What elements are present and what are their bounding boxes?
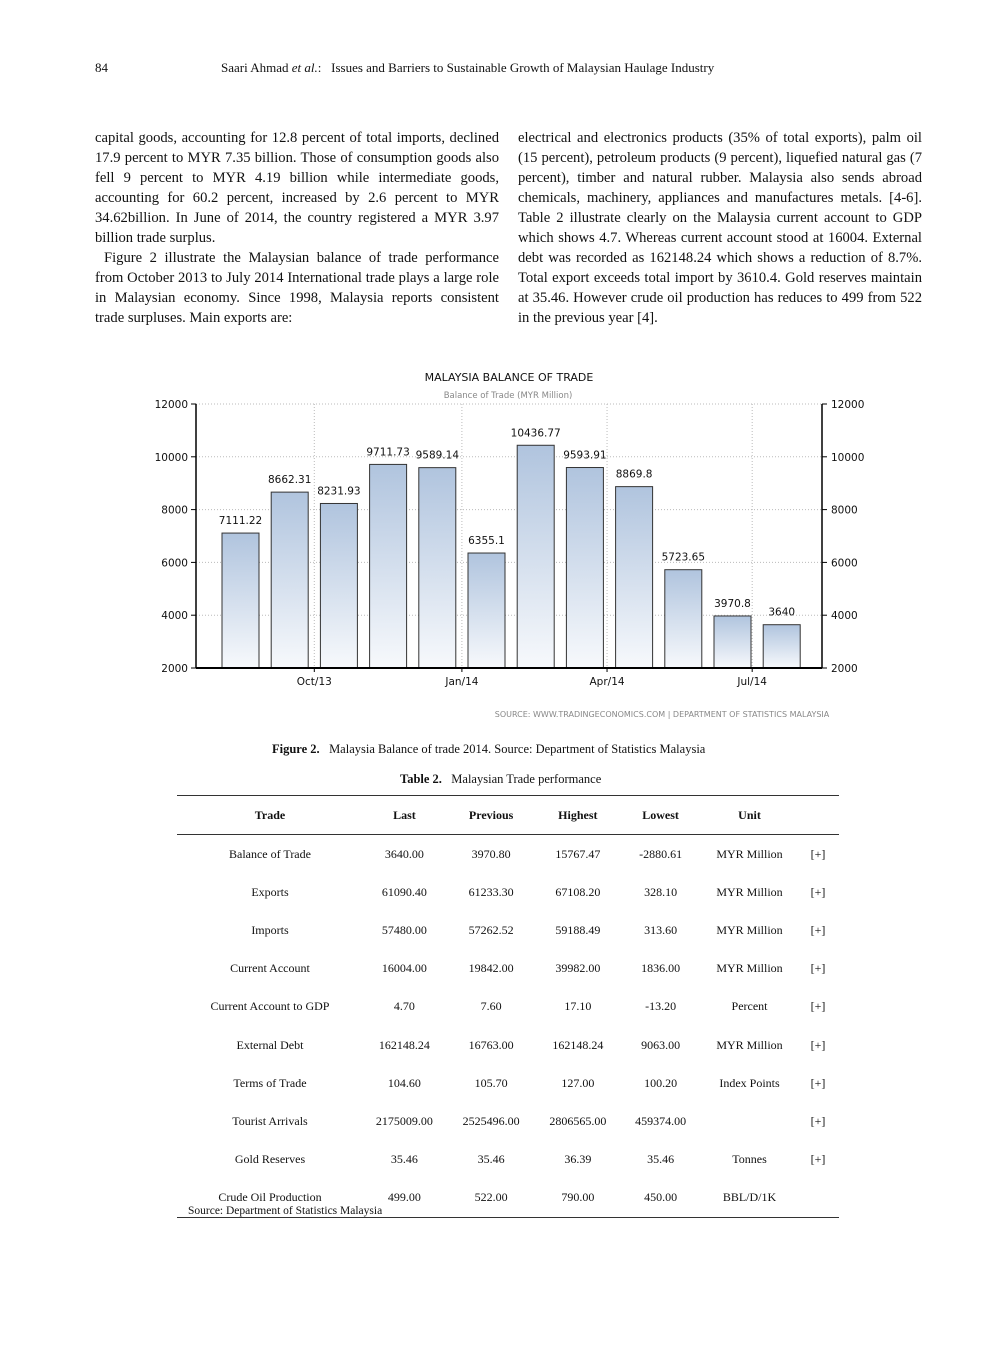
table-cell: Current Account to GDP: [210, 999, 330, 1014]
x-tick-label: Jan/14: [445, 676, 479, 688]
x-tick-label: Jul/14: [737, 676, 767, 688]
expand-link[interactable]: [+]: [810, 884, 826, 899]
figure-caption: [272, 742, 705, 757]
header-title: Issues and Barriers to Sustainable Growth of Malaysian Haulage Industry: [331, 60, 715, 75]
table-cell: 522.00: [446, 1179, 537, 1218]
bar: [714, 616, 751, 668]
table-cell: 35.46: [477, 1152, 505, 1167]
table-cell: [702, 1102, 797, 1140]
bar: [616, 487, 653, 668]
table-cell: 499.00: [363, 1179, 446, 1218]
y-tick-label-left: 6000: [161, 557, 188, 570]
bar-value-label: 3640: [768, 606, 796, 619]
expand-link: [797, 1179, 839, 1218]
table-cell: 19842.00: [468, 961, 514, 976]
table-cell: 15767.47: [555, 846, 601, 861]
bar: [665, 570, 702, 668]
table-cell: MYR Million: [716, 961, 783, 976]
table-row: [177, 873, 839, 911]
table-row: [177, 950, 839, 988]
column-header: Previous: [446, 796, 537, 835]
table-cell: Exports: [251, 884, 289, 899]
table-cell: 61090.40: [381, 884, 427, 899]
bar: [222, 533, 259, 668]
table-cell: Imports: [251, 922, 289, 937]
trade-performance-table: [177, 795, 839, 1218]
table-cell: 2806565.00: [549, 1113, 607, 1128]
table-cell: 2525496.00: [462, 1113, 520, 1128]
y-tick-label-right: 4000: [831, 610, 858, 623]
table-cell: 35.46: [390, 1152, 418, 1167]
y-tick-label-left: 4000: [161, 610, 188, 623]
bar-value-label: 10436.77: [510, 427, 561, 440]
chart-source: SOURCE: WWW.TRADINGECONOMICS.COM | DEPARTMENT OF STATISTICS MALAYSIA: [494, 710, 830, 719]
table-cell: 162148.24: [378, 1037, 430, 1052]
table-cell: Gold Reserves: [234, 1152, 306, 1167]
table-cell: Tourist Arrivals: [232, 1113, 308, 1128]
table-cell: 57480.00: [381, 922, 427, 937]
table-cell: MYR Million: [716, 922, 783, 937]
table-source: Source: Department of Statistics Malaysia: [188, 1205, 383, 1217]
figure-caption-text: Malaysia Balance of trade 2014. Source: Department of Statistics Malaysia: [329, 742, 706, 756]
table-cell: 17.10: [564, 999, 592, 1014]
table-row: [177, 1102, 839, 1140]
bar-value-label: 9711.73: [366, 446, 410, 459]
table-row: [177, 835, 839, 874]
table-caption: [400, 772, 601, 787]
expand-link[interactable]: [+]: [810, 1113, 826, 1128]
table-cell: 328.10: [644, 884, 678, 899]
expand-link[interactable]: [+]: [810, 961, 826, 976]
header-authors: Saari Ahmad: [221, 60, 289, 75]
table-cell: 35.46: [647, 1152, 675, 1167]
bar: [419, 468, 456, 668]
table-cell: 16763.00: [468, 1037, 514, 1052]
y-tick-label-left: 2000: [161, 663, 188, 675]
paragraph: Figure 2 illustrate the Malaysian balance of trade performance from October 2013 to July 2014 International trade plays a large role in Malaysian economy. Since 1998, Malaysia reports consistent trade surpluses. Main exports are:: [95, 250, 499, 326]
bar: [517, 445, 554, 668]
table-cell: 313.60: [644, 922, 678, 937]
table-cell: 16004.00: [381, 961, 427, 976]
header-colon: :: [317, 60, 322, 75]
y-tick-label-right: 10000: [831, 451, 865, 464]
expand-link[interactable]: [+]: [810, 922, 826, 937]
table-cell: 57262.52: [468, 922, 514, 937]
table-cell: 1836.00: [641, 961, 681, 976]
y-tick-label-left: 12000: [154, 399, 188, 411]
chart-title: MALAYSIA BALANCE OF TRADE: [424, 371, 594, 384]
table-row: [177, 1064, 839, 1102]
expand-link[interactable]: [+]: [810, 1075, 826, 1090]
table-cell: 59188.49: [555, 922, 601, 937]
table-cell: 61233.30: [468, 884, 514, 899]
page-number: 84: [95, 60, 108, 75]
bar: [468, 553, 505, 668]
column-header: [797, 796, 839, 835]
table-cell: -13.20: [645, 999, 677, 1014]
y-tick-label-right: 6000: [831, 557, 858, 570]
x-tick-label: Oct/13: [296, 676, 332, 688]
x-tick-label: Apr/14: [589, 676, 625, 688]
table-cell: 790.00: [536, 1179, 619, 1218]
bar-value-label: 7111.22: [218, 515, 263, 528]
table-row: [177, 1141, 839, 1179]
header-et-al: et al.: [291, 60, 318, 75]
bar-value-label: 6355.1: [468, 535, 505, 548]
table-cell: Terms of Trade: [233, 1075, 307, 1090]
table-row: [177, 911, 839, 949]
column-header: Trade: [177, 796, 363, 835]
table-cell: 459374.00: [635, 1113, 687, 1128]
bar-value-label: 8869.8: [615, 468, 653, 481]
column-header: Highest: [536, 796, 619, 835]
bar-value-label: 9593.91: [563, 449, 607, 462]
bar: [271, 492, 308, 668]
column-header: Lowest: [619, 796, 702, 835]
y-tick-label-right: 12000: [831, 399, 865, 411]
chart-subtitle: Balance of Trade (MYR Million): [443, 391, 573, 401]
bar-value-label: 5723.65: [661, 551, 706, 564]
table-cell: 36.39: [564, 1152, 592, 1167]
table-cell: Balance of Trade: [228, 846, 311, 861]
y-tick-label-left: 10000: [154, 451, 188, 464]
paragraph: capital goods, accounting for 12.8 percent of total imports, declined 17.9 percent to MYR 7.35 billion. Those of consumption goods also fell 9 percent to MYR 4.19 billion while intermediate goods, accounting for 60.2 percent, increased by 2.6 percent to MYR 34.62billion. In June of 2014, the country registered a MYR 3.97 billion trade surplus.: [95, 130, 499, 246]
table-cell: MYR Million: [716, 1037, 783, 1052]
table-cell: 100.20: [644, 1075, 678, 1090]
figure-label: Figure 2.: [272, 742, 320, 756]
table-cell: MYR Million: [716, 846, 783, 861]
table-cell: 450.00: [619, 1179, 702, 1218]
bar-value-label: 3970.8: [714, 597, 751, 610]
expand-link[interactable]: [+]: [810, 999, 826, 1014]
table-cell: -2880.61: [639, 846, 683, 861]
table-cell: 3640.00: [384, 846, 424, 861]
table-cell: 104.60: [387, 1075, 421, 1090]
bar: [566, 468, 603, 668]
table-cell: MYR Million: [716, 884, 783, 899]
column-header: Unit: [702, 796, 797, 835]
bar: [370, 464, 407, 668]
table-cell: 162148.24: [552, 1037, 604, 1052]
table-cell: 4.70: [393, 999, 415, 1014]
table-caption-text: Malaysian Trade performance: [451, 772, 602, 786]
table-cell: Percent: [731, 999, 768, 1014]
table-row: [177, 1026, 839, 1064]
table-cell: Current Account: [230, 961, 310, 976]
expand-link[interactable]: [+]: [810, 1037, 826, 1052]
y-tick-label-right: 8000: [831, 504, 858, 517]
paragraph: electrical and electronics products (35% of total exports), palm oil (15 percent), petroleum products (9 percent), liquefied natural gas (7 percent), timber and natural rubber. Malaysia also sends abroad chemicals, machinery, appliances and manufactures metals. [4-6]. Table 2 illustrate clearly on the Malaysia current account to GDP which shows 4.7. Whereas current account stood at 16004. External debt was recorded as 162148.24 which shows a reduction of 8.7%. Total export exceeds total import by 3610.4. Gold reserves maintain at 35.46. However crude oil production has reduces to 499 from 522 in the previous year [4].: [518, 130, 922, 326]
table-cell: 9063.00: [641, 1037, 681, 1052]
table-cell: 39982.00: [555, 961, 601, 976]
expand-link[interactable]: [+]: [810, 846, 826, 861]
table-cell: BBL/D/1K: [702, 1179, 797, 1218]
table-cell: 7.60: [480, 999, 502, 1014]
bar-value-label: 9589.14: [415, 449, 460, 462]
expand-link[interactable]: [+]: [810, 1152, 826, 1167]
table-row: [177, 988, 839, 1026]
y-tick-label-left: 8000: [161, 504, 188, 517]
table-cell: 2175009.00: [375, 1113, 433, 1128]
table-cell: External Debt: [236, 1037, 304, 1052]
bar-value-label: 8662.31: [267, 474, 312, 487]
y-tick-label-right: 2000: [831, 663, 858, 675]
table-label: Table 2.: [400, 772, 442, 786]
table-cell: 3970.80: [471, 846, 511, 861]
table-cell: 105.70: [474, 1075, 508, 1090]
column-header: Last: [363, 796, 446, 835]
table-cell: 127.00: [561, 1075, 595, 1090]
table-cell: Index Points: [719, 1075, 780, 1090]
table-cell: 67108.20: [555, 884, 601, 899]
table-cell: Crude Oil Production: [177, 1179, 363, 1218]
bar: [320, 503, 357, 668]
bar: [763, 625, 800, 668]
bar-value-label: 8231.93: [317, 485, 361, 498]
table-cell: Tonnes: [732, 1152, 767, 1167]
